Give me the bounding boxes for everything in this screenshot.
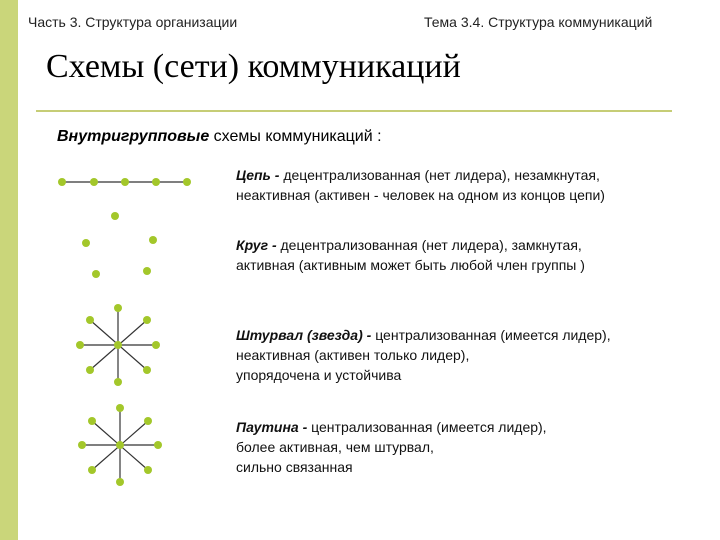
chain-description: [236, 165, 605, 205]
web-node: [88, 466, 96, 474]
wheel-line-2: неактивная (активен только лидер),: [236, 347, 470, 363]
web-line-2: более активная, чем штурвал,: [236, 439, 434, 455]
wheel-term: Штурвал (звезда) -: [236, 327, 372, 343]
chain-node: [121, 178, 129, 186]
chain-node: [90, 178, 98, 186]
wheel-node: [114, 304, 122, 312]
web-node: [116, 404, 124, 412]
circle-node: [143, 267, 151, 275]
web-line-1: централизованная (имеется лидер),: [311, 419, 547, 435]
wheel-node: [76, 341, 84, 349]
circle-node: [82, 239, 90, 247]
web-node: [88, 417, 96, 425]
chain-node: [152, 178, 160, 186]
header-topic-label: Тема 3.4. Структура коммуникаций: [424, 14, 653, 30]
chain-line-1: децентрализованная (нет лидера), незамкнутая,: [283, 167, 600, 183]
circle-description: [236, 235, 585, 275]
wheel-node: [86, 366, 94, 374]
circle-diagram: [82, 212, 157, 278]
wheel-center-node: [114, 341, 122, 349]
header-section-label: Часть 3. Структура организации: [28, 14, 238, 30]
circle-line-1: децентрализованная (нет лидера), замкнутая,: [280, 237, 582, 253]
chain-diagram: [58, 178, 191, 186]
web-diagram: [78, 404, 162, 486]
chain-line-2: неактивная (активен - человек на одном из концов цепи): [236, 187, 605, 203]
wheel-node: [114, 378, 122, 386]
circle-term: Круг -: [236, 237, 277, 253]
web-node: [116, 478, 124, 486]
wheel-node: [152, 341, 160, 349]
wheel-line-3: упорядочена и устойчива: [236, 367, 402, 383]
circle-node: [149, 236, 157, 244]
wheel-diagram: [76, 304, 160, 386]
circle-node: [111, 212, 119, 220]
chain-node: [58, 178, 66, 186]
wheel-node: [86, 316, 94, 324]
subtitle-rest: схемы коммуникаций :: [209, 128, 382, 145]
chain-term: Цепь -: [236, 167, 280, 183]
slide-title: Схемы (сети) коммуникаций: [46, 48, 461, 85]
web-node: [144, 466, 152, 474]
subtitle-bold: Внутригрупповые: [57, 128, 210, 145]
wheel-node: [143, 316, 151, 324]
wheel-line-1: централизованная (имеется лидер),: [375, 327, 611, 343]
web-line-3: сильно связанная: [236, 459, 353, 475]
chain-node: [183, 178, 191, 186]
wheel-node: [143, 366, 151, 374]
web-node: [78, 441, 86, 449]
web-center-node: [116, 441, 124, 449]
web-description: [236, 417, 547, 477]
web-node: [144, 417, 152, 425]
web-term: Паутина -: [236, 419, 308, 435]
circle-node: [92, 270, 100, 278]
web-node: [154, 441, 162, 449]
circle-line-2: активная (активным может быть любой член группы ): [236, 257, 585, 273]
wheel-description: [236, 325, 611, 385]
